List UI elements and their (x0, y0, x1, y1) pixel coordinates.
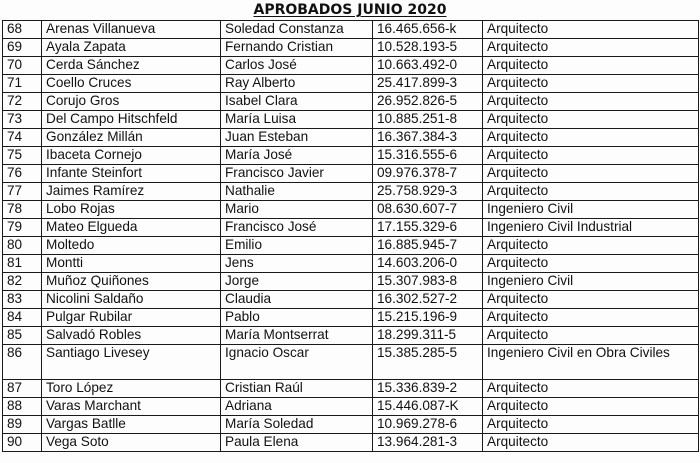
cell-number: 89 (3, 416, 42, 434)
table-body (3, 21, 699, 452)
cell-rut: 26.952.826-5 (373, 93, 483, 111)
cell-given-names: Ignacio Oscar (221, 345, 373, 380)
cell-surname: Corujo Gros (42, 93, 221, 111)
cell-surname: Vargas Batlle (42, 416, 221, 434)
cell-degree: Arquitecto (483, 416, 699, 434)
cell-rut: 15.316.555-6 (373, 147, 483, 165)
cell-degree: Arquitecto (483, 111, 699, 129)
cell-surname: Muñoz Quiñones (42, 273, 221, 291)
cell-surname: Coello Cruces (42, 75, 221, 93)
cell-number: 84 (3, 309, 42, 327)
cell-given-names: Carlos José (221, 57, 373, 75)
table-row (3, 201, 699, 219)
cell-surname: Ibaceta Cornejo (42, 147, 221, 165)
cell-number: 81 (3, 255, 42, 273)
cell-degree: Ingeniero Civil (483, 201, 699, 219)
table-row (3, 165, 699, 183)
cell-given-names: Claudia (221, 291, 373, 309)
cell-given-names: Paula Elena (221, 434, 373, 452)
cell-given-names: Jens (221, 255, 373, 273)
table-row (3, 380, 699, 398)
cell-surname: González Millán (42, 129, 221, 147)
cell-rut: 16.885.945-7 (373, 237, 483, 255)
cell-rut: 18.299.311-5 (373, 327, 483, 345)
cell-surname: Ayala Zapata (42, 39, 221, 57)
cell-rut: 10.969.278-6 (373, 416, 483, 434)
cell-surname: Arenas Villanueva (42, 21, 221, 39)
cell-surname: Infante Steinfort (42, 165, 221, 183)
cell-rut: 10.663.492-0 (373, 57, 483, 75)
cell-degree: Arquitecto (483, 380, 699, 398)
cell-rut: 16.465.656-k (373, 21, 483, 39)
cell-surname: Del Campo Hitschfeld (42, 111, 221, 129)
table-row (3, 75, 699, 93)
cell-given-names: Nathalie (221, 183, 373, 201)
cell-number: 83 (3, 291, 42, 309)
cell-given-names: Emilio (221, 237, 373, 255)
table-row (3, 129, 699, 147)
cell-degree: Arquitecto (483, 75, 699, 93)
cell-surname: Jaimes Ramírez (42, 183, 221, 201)
cell-degree: Arquitecto (483, 57, 699, 75)
cell-rut: 14.603.206-0 (373, 255, 483, 273)
cell-rut: 13.964.281-3 (373, 434, 483, 452)
cell-number: 78 (3, 201, 42, 219)
cell-rut: 15.307.983-8 (373, 273, 483, 291)
cell-rut: 10.528.193-5 (373, 39, 483, 57)
cell-given-names: María Soledad (221, 416, 373, 434)
cell-surname: Montti (42, 255, 221, 273)
cell-rut: 25.758.929-3 (373, 183, 483, 201)
cell-surname: Vega Soto (42, 434, 221, 452)
cell-rut: 09.976.378-7 (373, 165, 483, 183)
cell-given-names: María Montserrat (221, 327, 373, 345)
cell-rut: 10.885.251-8 (373, 111, 483, 129)
cell-number: 77 (3, 183, 42, 201)
cell-rut: 25.417.899-3 (373, 75, 483, 93)
table-row (3, 273, 699, 291)
cell-given-names: María José (221, 147, 373, 165)
cell-degree: Arquitecto (483, 255, 699, 273)
table-row (3, 237, 699, 255)
cell-degree: Arquitecto (483, 327, 699, 345)
table-row (3, 111, 699, 129)
cell-number: 71 (3, 75, 42, 93)
cell-given-names: Juan Esteban (221, 129, 373, 147)
cell-number: 85 (3, 327, 42, 345)
cell-number: 87 (3, 380, 42, 398)
cell-number: 70 (3, 57, 42, 75)
cell-surname: Lobo Rojas (42, 201, 221, 219)
cell-surname: Nicolini Saldaño (42, 291, 221, 309)
cell-degree: Arquitecto (483, 237, 699, 255)
cell-rut: 16.302.527-2 (373, 291, 483, 309)
table-row (3, 39, 699, 57)
cell-given-names: Isabel Clara (221, 93, 373, 111)
cell-given-names: Cristian Raúl (221, 380, 373, 398)
cell-given-names: María Luisa (221, 111, 373, 129)
table-row (3, 434, 699, 452)
cell-surname: Cerda Sánchez (42, 57, 221, 75)
table-row (3, 291, 699, 309)
cell-surname: Santiago Livesey (42, 345, 221, 380)
table-row (3, 416, 699, 434)
cell-degree: Arquitecto (483, 183, 699, 201)
cell-given-names: Soledad Constanza (221, 21, 373, 39)
cell-surname: Moltedo (42, 237, 221, 255)
cell-degree: Ingeniero Civil (483, 273, 699, 291)
table-row (3, 219, 699, 237)
cell-degree: Arquitecto (483, 309, 699, 327)
table-row (3, 147, 699, 165)
cell-number: 76 (3, 165, 42, 183)
cell-degree: Arquitecto (483, 93, 699, 111)
cell-degree: Ingeniero Civil Industrial (483, 219, 699, 237)
cell-number: 90 (3, 434, 42, 452)
cell-surname: Varas Marchant (42, 398, 221, 416)
cell-number: 86 (3, 345, 42, 380)
cell-given-names: Pablo (221, 309, 373, 327)
cell-given-names: Francisco Javier (221, 165, 373, 183)
page-title: APROBADOS JUNIO 2020 (253, 2, 447, 18)
cell-degree: Arquitecto (483, 165, 699, 183)
cell-number: 72 (3, 93, 42, 111)
cell-degree: Arquitecto (483, 434, 699, 452)
cell-rut: 15.215.196-9 (373, 309, 483, 327)
table-row (3, 398, 699, 416)
cell-degree: Arquitecto (483, 39, 699, 57)
table-row (3, 93, 699, 111)
cell-rut: 17.155.329-6 (373, 219, 483, 237)
cell-number: 80 (3, 237, 42, 255)
cell-number: 73 (3, 111, 42, 129)
cell-rut: 08.630.607-7 (373, 201, 483, 219)
cell-degree: Arquitecto (483, 147, 699, 165)
cell-number: 79 (3, 219, 42, 237)
cell-surname: Mateo Elgueda (42, 219, 221, 237)
table-row (3, 255, 699, 273)
cell-surname: Salvadó Robles (42, 327, 221, 345)
cell-degree: Arquitecto (483, 21, 699, 39)
cell-number: 68 (3, 21, 42, 39)
cell-given-names: Adriana (221, 398, 373, 416)
cell-given-names: Fernando Cristian (221, 39, 373, 57)
cell-given-names: Jorge (221, 273, 373, 291)
cell-number: 69 (3, 39, 42, 57)
table-row (3, 327, 699, 345)
table-row (3, 57, 699, 75)
cell-degree: Arquitecto (483, 129, 699, 147)
cell-rut: 15.385.285-5 (373, 345, 483, 380)
cell-number: 82 (3, 273, 42, 291)
cell-rut: 15.336.839-2 (373, 380, 483, 398)
approved-table (2, 20, 699, 452)
cell-given-names: Ray Alberto (221, 75, 373, 93)
cell-number: 74 (3, 129, 42, 147)
table-row (3, 345, 699, 380)
cell-surname: Toro López (42, 380, 221, 398)
cell-number: 75 (3, 147, 42, 165)
table-row (3, 183, 699, 201)
table-row (3, 309, 699, 327)
table-row (3, 21, 699, 39)
cell-surname: Pulgar Rubilar (42, 309, 221, 327)
cell-degree: Arquitecto (483, 398, 699, 416)
cell-given-names: Mario (221, 201, 373, 219)
cell-rut: 15.446.087-K (373, 398, 483, 416)
cell-degree: Ingeniero Civil en Obra Civiles (483, 345, 699, 380)
cell-rut: 16.367.384-3 (373, 129, 483, 147)
cell-degree: Arquitecto (483, 291, 699, 309)
cell-given-names: Francisco José (221, 219, 373, 237)
cell-number: 88 (3, 398, 42, 416)
